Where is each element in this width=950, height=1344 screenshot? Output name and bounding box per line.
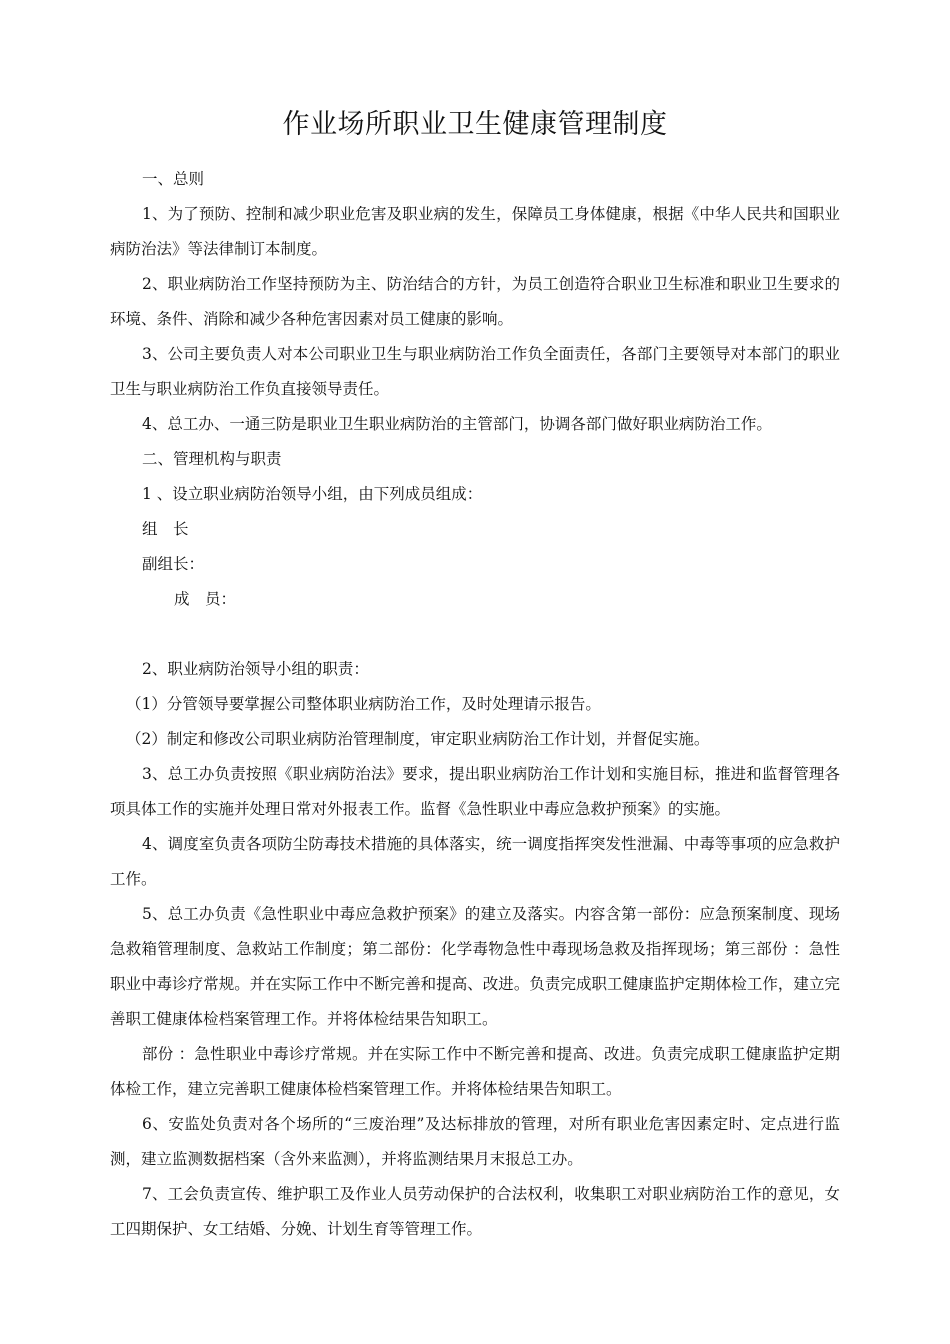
paragraph: 4、调度室负责各项防尘防毒技术措施的具体落实，统一调度指挥突发性泄漏、中毒等事项的应急救护工作。 bbox=[110, 835, 840, 888]
paragraph: 4、总工办、一通三防是职业卫生职业病防治的主管部门，协调各部门做好职业病防治工作。 bbox=[142, 415, 772, 433]
paragraph: 1、为了预防、控制和减少职业危害及职业病的发生，保障员工身体健康，根据《中华人民共和国职业病防治法》等法律制订本制度。 bbox=[110, 205, 840, 258]
paragraph: 3、公司主要负责人对本公司职业卫生与职业病防治工作负全面责任，各部门主要领导对本部门的职业卫生与职业病防治工作负直接领导责任。 bbox=[110, 345, 840, 398]
document-title: 作业场所职业卫生健康管理制度 bbox=[282, 109, 668, 140]
deputy-leader-line: 副组长： bbox=[142, 555, 205, 573]
paragraph: 6、安监处负责对各个场所的“三废治理”及达标排放的管理，对所有职业危害因素定时、定点进行监测，建立监测数据档案（含外来监测），并将监测结果月末报总工办。 bbox=[110, 1115, 840, 1168]
paragraph: 7、工会负责宣传、维护职工及作业人员劳动保护的合法权利，收集职工对职业病防治工作的意见，女工四期保护、女工结婚、分娩、计划生育等管理工作。 bbox=[110, 1185, 840, 1238]
list-item: （2）制定和修改公司职业病防治管理制度，审定职业病防治工作计划，并督促实施。 bbox=[126, 730, 710, 748]
group-leader-line: 组 长 bbox=[142, 520, 189, 538]
paragraph: 5、总工办负责《急性职业中毒应急救护预案》的建立及落实。内容含第一部份：应急预案制度、现场急救箱管理制度、急救站工作制度；第二部份：化学毒物急性中毒现场急救及指挥现场；第三部份 ：急性职业中毒诊疗常规。并在实际工作中不断完善和提高、改进。负责完成职工健康监护定期体检工作，建立完善职工健康体检档案管理工作。并将体检结果告知职工。 bbox=[110, 905, 840, 1028]
blank-line bbox=[110, 617, 840, 652]
list-item: （1）分管领导要掌握公司整体职业病防治工作，及时处理请示报告。 bbox=[126, 695, 601, 713]
paragraph: 3、总工办负责按照《职业病防治法》要求，提出职业病防治工作计划和实施目标，推进和监督管理各项具体工作的实施并处理日常对外报表工作。监督《急性职业中毒应急救护预案》的实施。 bbox=[110, 765, 840, 818]
section-heading-general: 一、总则 bbox=[142, 170, 205, 188]
paragraph: 2、职业病防治工作坚持预防为主、防治结合的方针，为员工创造符合职业卫生标准和职业卫生要求的环境、条件、消除和减少各种危害因素对员工健康的影响。 bbox=[110, 275, 840, 328]
section-heading-organization: 二、管理机构与职责 bbox=[142, 450, 282, 468]
paragraph: 2、职业病防治领导小组的职责： bbox=[142, 660, 369, 678]
document-body bbox=[110, 162, 840, 1247]
paragraph: 1 、设立职业病防治领导小组，由下列成员组成： bbox=[142, 485, 483, 503]
paragraph: 部份 ：急性职业中毒诊疗常规。并在实际工作中不断完善和提高、改进。负责完成职工健康监护定期体检工作，建立完善职工健康体检档案管理工作。并将体检结果告知职工。 bbox=[110, 1045, 840, 1098]
members-line: 成 员： bbox=[174, 590, 237, 608]
